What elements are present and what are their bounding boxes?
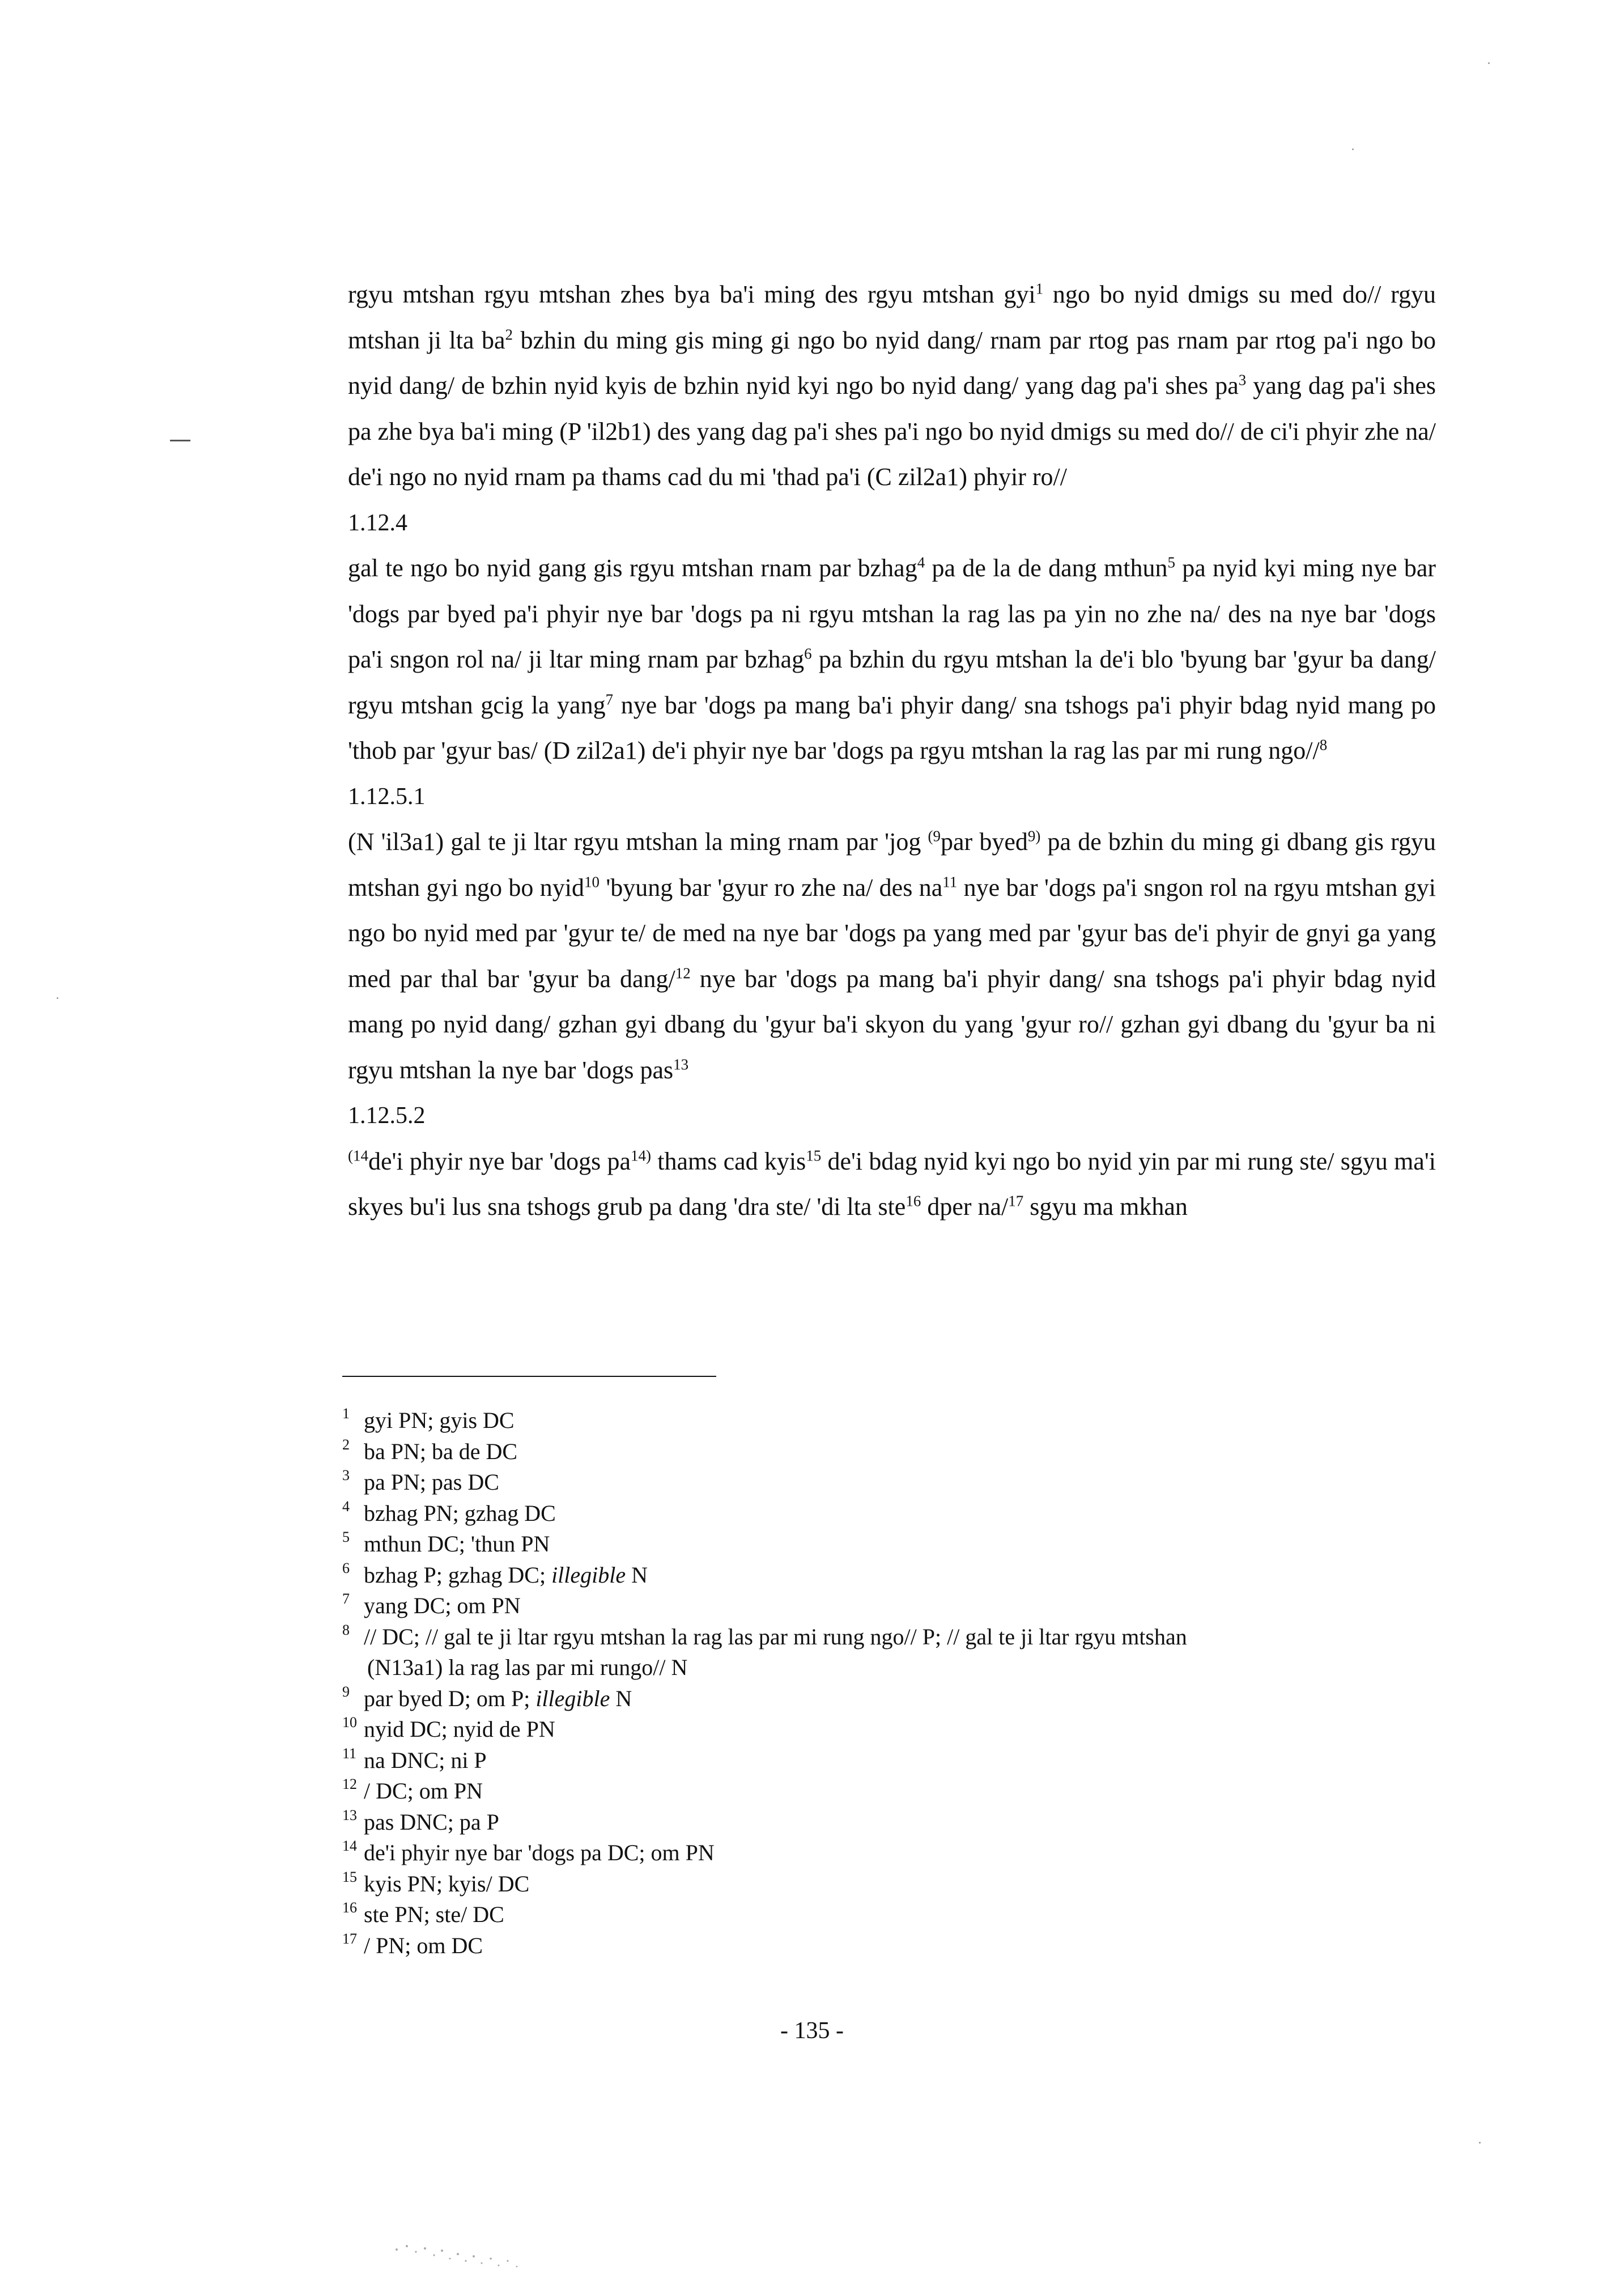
footnote-number: 8 xyxy=(342,1621,350,1638)
main-text xyxy=(348,272,1436,1230)
section-number: 1.12.5.2 xyxy=(348,1103,426,1129)
footnote-number: 9 xyxy=(342,1683,350,1700)
footnote xyxy=(342,1838,1532,1869)
margin-dash xyxy=(170,440,190,441)
section-number: 1.12.5.1 xyxy=(348,783,426,810)
scan-noise xyxy=(391,2238,527,2272)
footnote-number: 2 xyxy=(342,1436,350,1453)
footnote xyxy=(342,1683,1532,1715)
footnote-number: 6 xyxy=(342,1559,350,1576)
footnote-number: 5 xyxy=(342,1529,350,1545)
footnote xyxy=(342,1591,1532,1622)
footnote-text: bzhag PN; gzhag DC xyxy=(364,1500,556,1526)
footnote-text: ba PN; ba de DC xyxy=(364,1438,518,1464)
body-paragraph: (N 'il3a1) gal te ji ltar rgyu mtshan la ming rnam par 'jog $^{(9}$par byed$^{9)}$ pa de bzhin du ming gi dbang gis rgyu mtshan gyi ngo bo nyid$^{10}$ 'byung bar 'gyur ro zhe na/ des $na^{11}$ nye bar 'dogs pa'i sngon rol na rgyu mtshan gyi ngo bo nyid med par 'gyur te/ de med na nye bar 'dogs pa yang med par 'gyur bas de'i phyir de gnyi ga yang med par thal bar 'gyur ba dang/$^{12}$ nye bar 'dogs pa mang ba'i phyir dang/ sna tshogs pa'i phyir bdag nyid mang po nyid dang/ gzhan gyi dbang du 'gyur ba'i skyon du yang 'gyur ro// gzhan gyi dbang du 'gyur ba ni rgyu mtshan la nye bar 'dogs pas$^{13}$ xyxy=(348,827,1436,1084)
footnote-number: 16 xyxy=(342,1899,357,1916)
footnote-text: kyis PN; kyis/ DC xyxy=(364,1870,530,1897)
footnote-text: pa PN; pas DC xyxy=(364,1469,499,1495)
footnote xyxy=(342,1529,1532,1560)
footnote xyxy=(342,1869,1532,1900)
footnote xyxy=(342,1652,1532,1683)
footnote-rule xyxy=(342,1376,716,1377)
body-paragraph: gal te ngo bo nyid gang gis rgyu mtshan rnam par bzhag$^4$ pa de la de dang mthun$^5$ pa nyid kyi ming nye bar 'dogs par byed pa'i phyir nye bar 'dogs pa ni rgyu mtshan la rag las pa yin no zhe na/ des na nye bar 'dogs pa'i sngon rol na/ ji ltar ming rnam par bzhag$^6$ pa bzhin du rgyu mtshan la de'i blo 'byung bar 'gyur ba dang/ rgyu mtshan gcig la yang$^7$ nye bar 'dogs pa mang ba'i phyir dang/ sna tshogs pa'i phyir bdag nyid mang po 'thob par 'gyur bas/ (D zil2a1) de'i phyir nye bar 'dogs pa rgyu mtshan la rag las par mi rung ngo//$^8$ xyxy=(348,554,1436,764)
footnote-text: (N13a1) la rag las par mi rungo// N xyxy=(367,1655,688,1680)
footnote-text: yang DC; om PN xyxy=(364,1593,521,1618)
footnote xyxy=(342,1776,1532,1807)
footnote xyxy=(342,1745,1532,1776)
footnote xyxy=(342,1405,1532,1436)
footnote-text: bzhag P; gzhag DC; illegible N xyxy=(364,1562,648,1588)
footnote-number: 11 xyxy=(342,1745,357,1762)
footnote-number: 7 xyxy=(342,1591,350,1607)
footnote xyxy=(342,1560,1532,1591)
scan-speck xyxy=(1479,2142,1481,2144)
scan-speck xyxy=(1352,148,1354,150)
footnote xyxy=(342,1807,1532,1838)
footnote-number: 13 xyxy=(342,1806,357,1823)
footnotes xyxy=(342,1405,1532,1961)
scan-speck xyxy=(1488,62,1490,64)
footnote xyxy=(342,1714,1532,1745)
section-number: 1.12.4 xyxy=(348,509,407,536)
footnote-number: 12 xyxy=(342,1776,357,1792)
footnote-text: nyid DC; nyid de PN xyxy=(364,1716,555,1742)
footnote xyxy=(342,1498,1532,1529)
footnote-text: / DC; om PN xyxy=(364,1778,483,1804)
footnote-number: 1 xyxy=(342,1405,350,1422)
footnote-number: 3 xyxy=(342,1467,350,1483)
footnote-number: 10 xyxy=(342,1714,357,1730)
footnote-text: de'i phyir nye bar 'dogs pa DC; om PN xyxy=(364,1840,715,1865)
footnote-text: par byed D; om P; illegible N xyxy=(364,1685,632,1711)
footnote-number: 17 xyxy=(342,1930,357,1947)
footnote-number: 4 xyxy=(342,1498,350,1515)
footnote-text: gyi PN; gyis DC xyxy=(364,1408,515,1433)
footnote xyxy=(342,1467,1532,1498)
footnote xyxy=(342,1931,1532,1962)
footnote-text: mthun DC; 'thun PN xyxy=(364,1531,550,1557)
footnote xyxy=(342,1436,1532,1468)
footnote-number: 14 xyxy=(342,1838,357,1854)
page-number: - 135 - xyxy=(780,2018,844,2044)
footnote-text: // DC; // gal te ji ltar rgyu mtshan la rag las par mi rung ngo// P; // gal te ji ltar rgyu mtshan xyxy=(364,1623,1187,1649)
body-paragraph: $^{(14}$de'i phyir nye bar 'dogs $pa^{14)}$ thams cad kyis$^{15}$ de'i bdag nyid kyi ngo bo nyid yin par mi rung ste/ sgyu ma'i skyes bu'i lus sna tshogs grub pa dang 'dra ste/ 'di lta ste$^{16}$ dper na/$^{17}$ sgyu ma mkhan xyxy=(348,1146,1436,1221)
footnote-text: / PN; om DC xyxy=(364,1932,483,1958)
footnote-text: ste PN; ste/ DC xyxy=(364,1902,504,1927)
footnote-text: na DNC; ni P xyxy=(364,1747,487,1773)
footnote-text: pas DNC; pa P xyxy=(364,1809,499,1835)
footnote xyxy=(342,1899,1532,1931)
scan-speck xyxy=(57,997,58,999)
footnote-number: 15 xyxy=(342,1868,357,1885)
body-paragraph: rgyu mtshan rgyu mtshan zhes bya ba'i ming des rgyu mtshan gyi$^1$ ngo bo nyid dmigs su med do// rgyu mtshan ji lta $ba^2$ bzhin du ming gis ming gi ngo bo nyid dang/ rnam par rtog pas rnam par rtog pa'i ngo bo nyid dang/ de bzhin nyid kyis de bzhin nyid kyi ngo bo nyid dang/ yang dag pa'i shes $pa^3$ yang dag pa'i shes pa zhe bya ba'i ming (P 'il2b1) des yang dag pa'i shes pa'i ngo bo nyid dmigs su med do// de ci'i phyir zhe na/ de'i ngo no nyid rnam pa thams cad du mi 'thad pa'i (C zil2a1) phyir ro// xyxy=(348,280,1436,491)
footnote xyxy=(342,1622,1532,1653)
